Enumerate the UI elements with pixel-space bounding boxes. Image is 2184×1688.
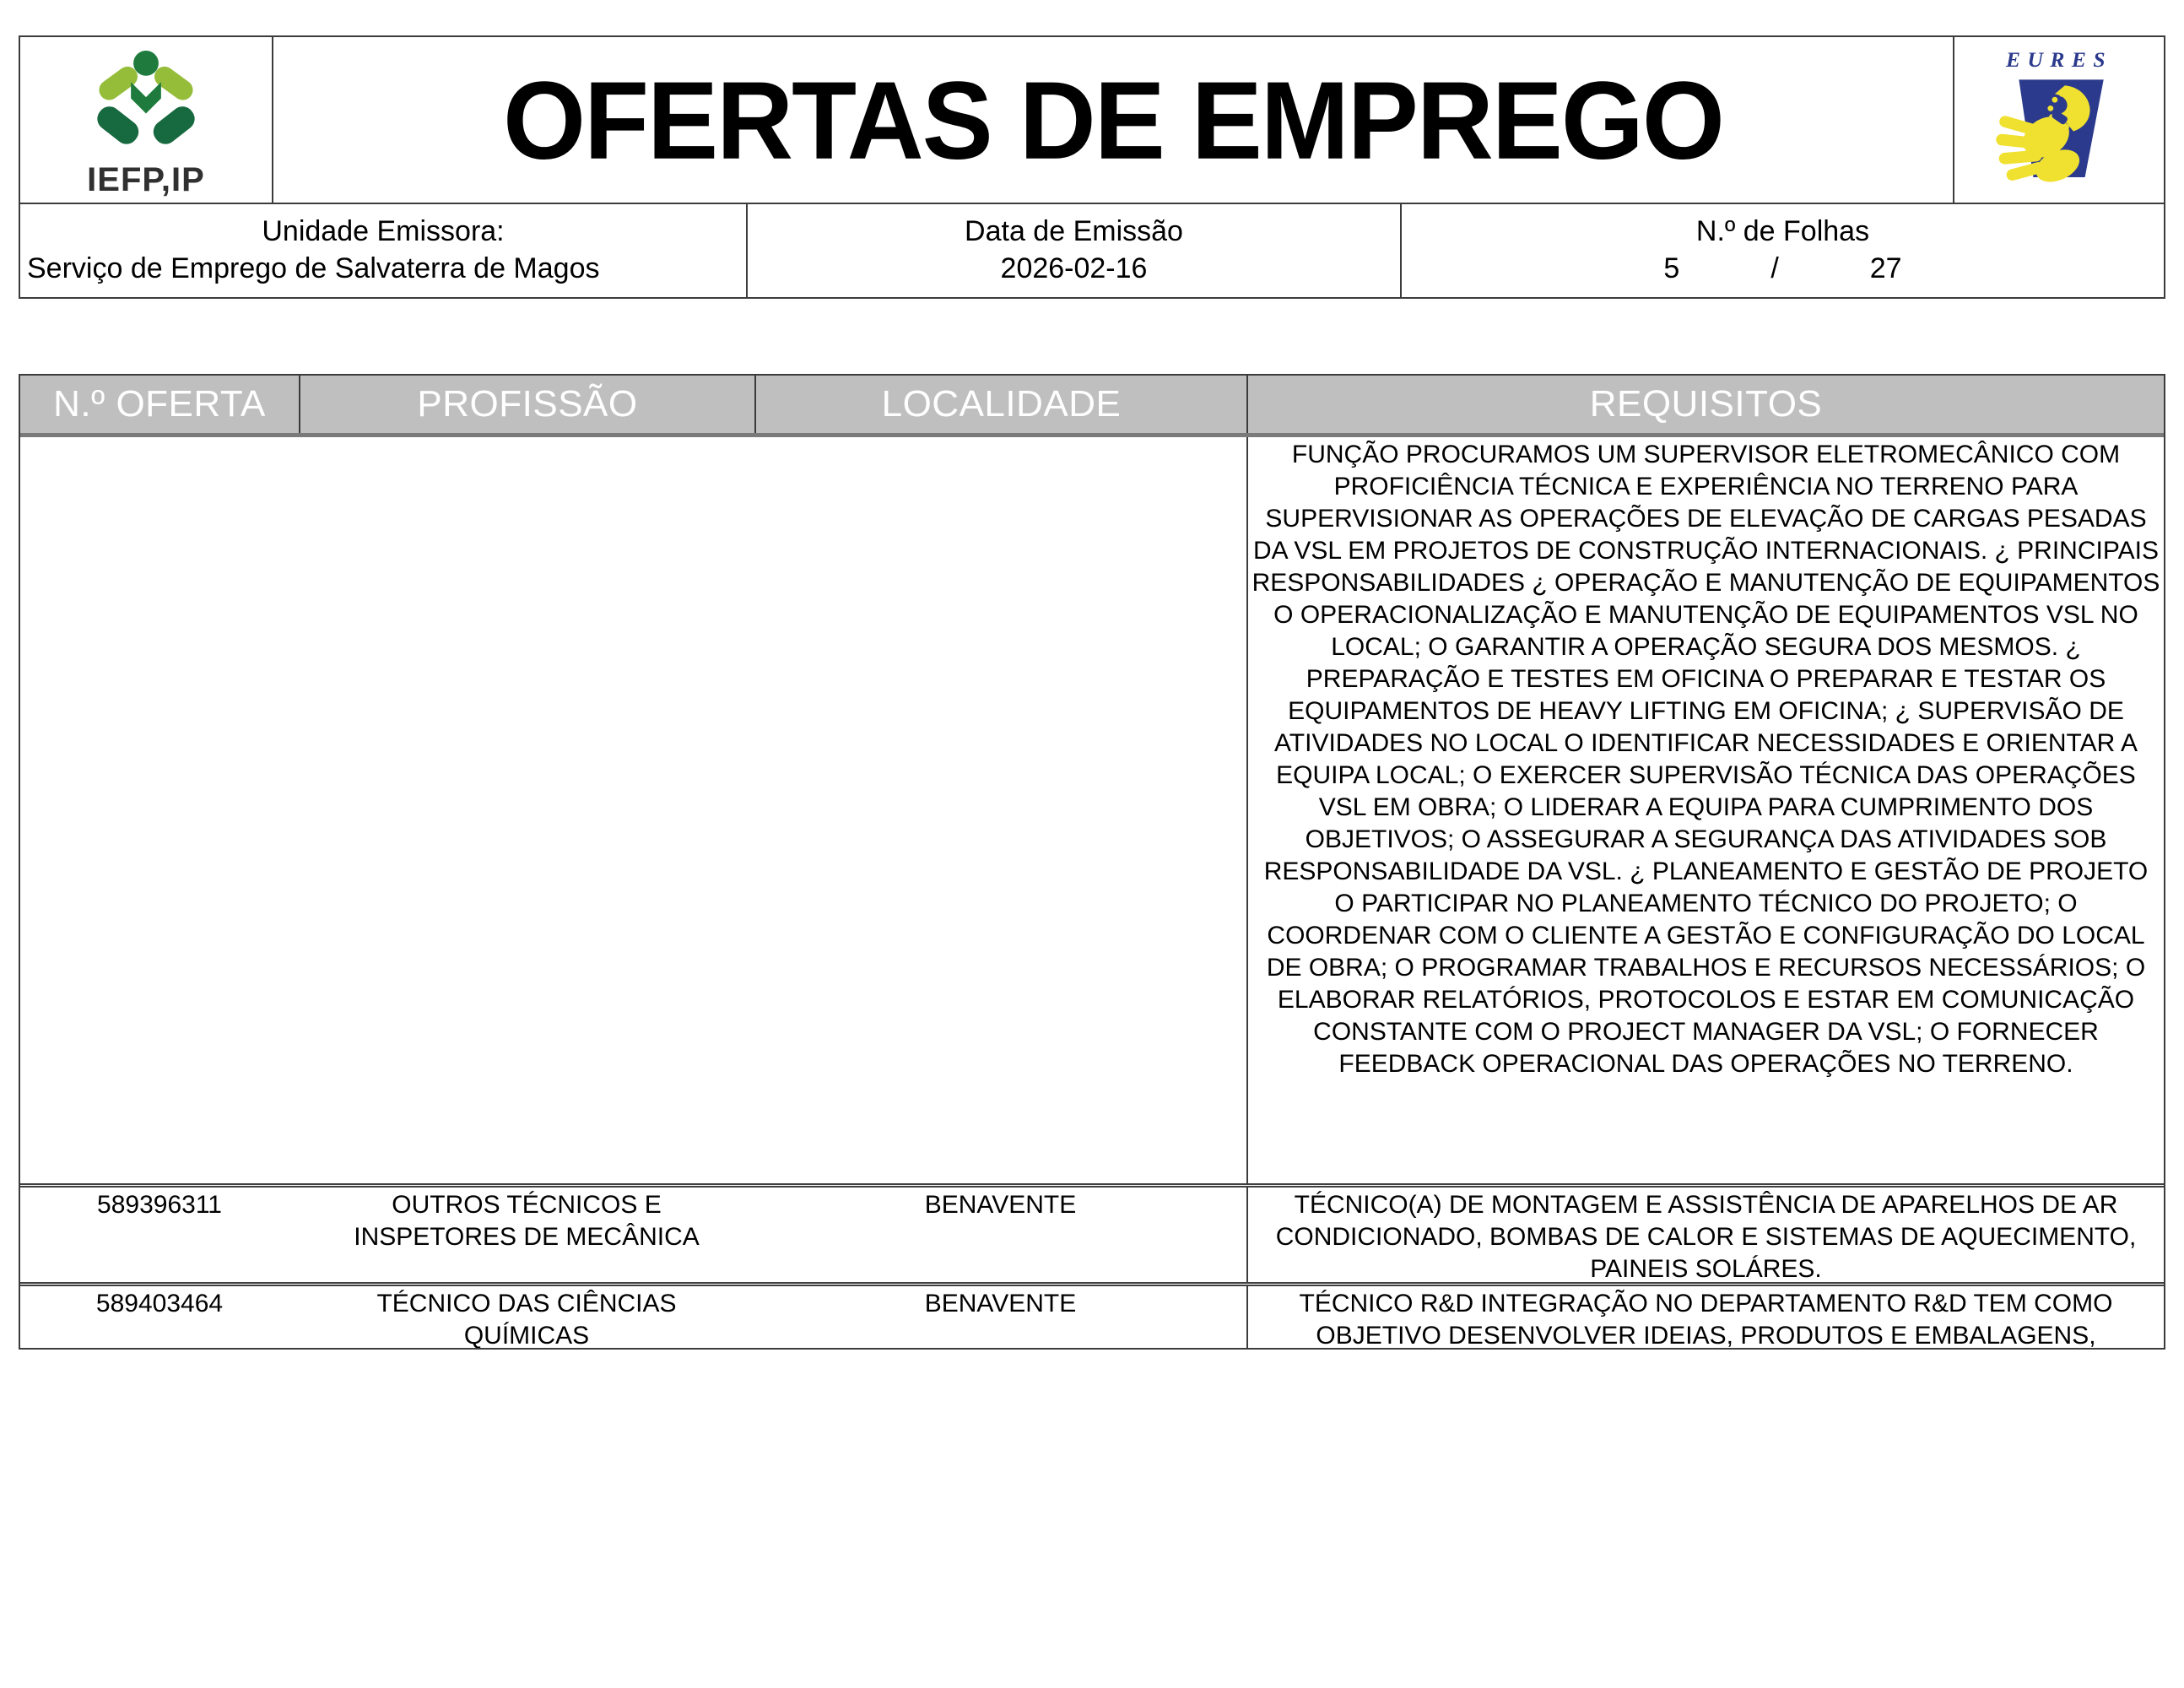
num-folhas-value (1402, 250, 2164, 287)
unidade-emissora-value: Serviço de Emprego de Salvaterra de Magos (27, 252, 600, 284)
document-header (19, 35, 2165, 299)
unidade-emissora-label: Unidade Emissora: (262, 215, 505, 247)
cell-oferta: 589396311 (97, 1191, 222, 1219)
header-top-row (20, 37, 2164, 204)
cell-oferta (20, 437, 299, 1183)
folhas-separator: / (1770, 252, 1779, 284)
page-title: OFERTAS DE EMPREGO (503, 57, 1723, 182)
table-row (20, 1282, 2164, 1348)
table-header-row (20, 376, 2164, 437)
folhas-total: 27 (1869, 252, 1902, 284)
folhas-current: 5 (1663, 252, 1680, 284)
column-header-localidade: LOCALIDADE (754, 376, 1246, 433)
data-emissao-cell (746, 204, 1400, 297)
iefp-logo-icon (83, 48, 209, 166)
cell-requisitos: TÉCNICO(A) DE MONTAGEM E ASSISTÊNCIA DE APARELHOS DE AR CONDICIONADO, BOMBAS DE CALOR E SISTEMAS DE AQUECIMENTO, PAINEIS SOLÁRES. (1246, 1188, 2164, 1282)
iefp-logo (20, 37, 273, 203)
title-cell (273, 37, 1953, 203)
eures-logo-icon (1987, 45, 2131, 195)
cell-localidade: BENAVENTE (924, 1290, 1077, 1317)
table-row (20, 437, 2164, 1183)
data-emissao-value: 2026-02-16 (1000, 252, 1148, 284)
column-header-profissao: PROFISSÃO (299, 376, 754, 433)
cell-profissao (299, 437, 754, 1183)
cell-localidade: BENAVENTE (924, 1191, 1077, 1219)
eures-logo (1953, 37, 2164, 203)
table-row (20, 1183, 2164, 1282)
cell-profissao: OUTROS TÉCNICOS E INSPETORES DE MECÂNICA (354, 1191, 700, 1251)
column-header-requisitos: REQUISITOS (1246, 376, 2164, 433)
cell-requisitos: FUNÇÃO PROCURAMOS UM SUPERVISOR ELETROMECÂNICO COM PROFICIÊNCIA TÉCNICA E EXPERIÊNCIA NO TERRENO PARA SUPERVISIONAR AS OPERAÇÕES DE ELEVAÇÃO DE CARGAS PESADAS DA VSL EM PROJETOS DE CONSTRUÇÃO INTERNACIONAIS. ¿ PRINCIPAIS RESPONSABILIDADES ¿ OPERAÇÃO E MANUTENÇÃO DE EQUIPAMENTOS O OPERACIONALIZAÇÃO E MANUTENÇÃO DE EQUIPAMENTOS VSL NO LOCAL; O GARANTIR A OPERAÇÃO SEGURA DOS MESMOS. ¿ PREPARAÇÃO E TESTES EM OFICINA O PREPARAR E TESTAR OS EQUIPAMENTOS DE HEAVY LIFTING EM OFICINA; ¿ SUPERVISÃO DE ATIVIDADES NO LOCAL O IDENTIFICAR NECESSIDADES E ORIENTAR A EQUIPA LOCAL; O EXERCER SUPERVISÃO TÉCNICA DAS OPERAÇÕES VSL EM OBRA; O LIDERAR A EQUIPA PARA CUMPRIMENTO DOS OBJETIVOS; O ASSEGURAR A SEGURANÇA DAS ATIVIDADES SOB RESPONSABILIDADE DA VSL. ¿ PLANEAMENTO E GESTÃO DE PROJETO O PARTICIPAR NO PLANEAMENTO TÉCNICO DO PROJETO; O COORDENAR COM O CLIENTE A GESTÃO E CONFIGURAÇÃO DO LOCAL DE OBRA; O PROGRAMAR TRABALHOS E RECURSOS NECESSÁRIOS; O ELABORAR RELATÓRIOS, PROTOCOLOS E ESTAR EM COMUNICAÇÃO CONSTANTE COM O PROJECT MANAGER DA VSL; O FORNECER FEEDBACK OPERACIONAL DAS OPERAÇÕES NO TERRENO. (1246, 437, 2164, 1183)
num-folhas-label: N.º de Folhas (1695, 215, 1870, 247)
cell-oferta: 589403464 (95, 1290, 224, 1317)
header-meta-row (20, 204, 2164, 297)
eures-label: EURES (2005, 47, 2113, 73)
column-header-oferta: N.º OFERTA (53, 383, 266, 425)
cell-profissao: TÉCNICO DAS CIÊNCIAS QUÍMICAS (376, 1290, 677, 1348)
cell-localidade (754, 437, 1246, 1183)
num-folhas-cell (1400, 204, 2164, 297)
data-emissao-label: Data de Emissão (965, 215, 1183, 247)
job-offers-table (19, 374, 2165, 1350)
unidade-emissora-cell (20, 204, 746, 297)
iefp-label: IEFP,IP (87, 160, 205, 198)
cell-requisitos: TÉCNICO R&D INTEGRAÇÃO NO DEPARTAMENTO R&D TEM COMO OBJETIVO DESENVOLVER IDEIAS, PRODUTOS E EMBALAGENS, (1246, 1286, 2164, 1348)
